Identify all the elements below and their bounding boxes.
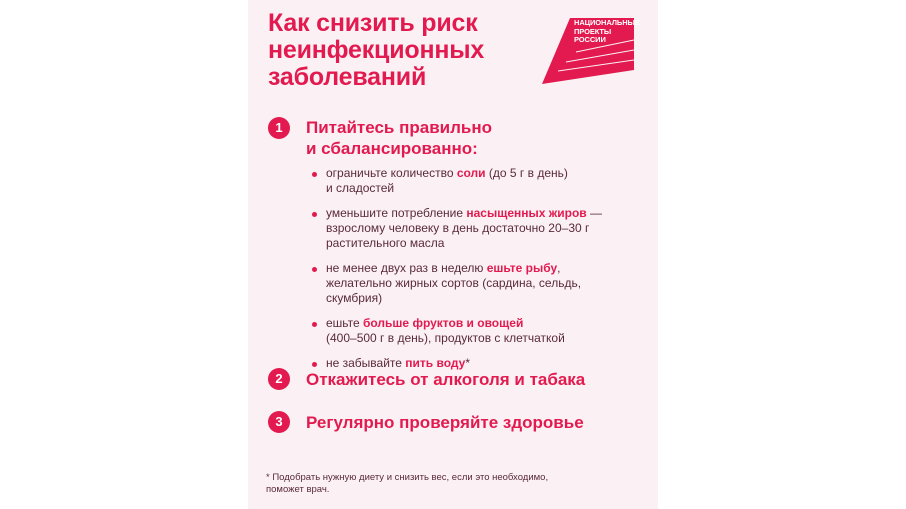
bullet-icon xyxy=(312,212,317,217)
title-line-1: Как снизить риск xyxy=(268,9,478,37)
bullet-icon xyxy=(312,267,317,272)
section-3-number: 3 xyxy=(268,411,290,433)
title-line-2: неинфекционных xyxy=(268,36,485,64)
section-1-heading-line-1: Питайтесь правильно xyxy=(306,118,492,137)
national-projects-logo xyxy=(536,18,640,86)
list-item: ешьте больше фруктов и овощей (400–500 г в день), продуктов с клетчаткой xyxy=(312,316,642,346)
section-2-heading xyxy=(306,369,585,390)
list-item: не менее двух раз в неделю ешьте рыбу, желательно жирных сортов (сардина, сельдь, скумбрия) xyxy=(312,261,642,306)
list-item: не забывайте пить воду* xyxy=(312,356,642,371)
section-1-heading-line-2: и сбалансированно: xyxy=(306,139,478,158)
logo-line-1: НАЦИОНАЛЬНЫЕ xyxy=(574,18,640,27)
footnote-line-2: поможет врач. xyxy=(266,484,330,495)
title-line-3: заболеваний xyxy=(268,63,427,91)
infographic-card xyxy=(248,0,658,509)
section-2-number: 2 xyxy=(268,368,290,390)
nutrition-tips-list xyxy=(312,166,642,381)
footnote-line-1: * Подобрать нужную диету и снизить вес, если это необходимо, xyxy=(266,472,549,483)
logo-line-2: ПРОЕКТЫ xyxy=(574,26,612,36)
bullet-icon xyxy=(312,172,317,177)
bullet-icon xyxy=(312,362,317,367)
logo-line-3: РОССИИ xyxy=(574,35,606,44)
logo-text xyxy=(574,19,640,45)
footnote xyxy=(266,472,548,496)
bullet-icon xyxy=(312,322,317,327)
list-item: уменьшите потребление насыщенных жиров — взрослому человеку в день достаточно 20–30 г растительного масла xyxy=(312,206,642,251)
section-2-heading-line-1: Откажитесь от алкоголя и табака xyxy=(306,370,586,389)
page-title xyxy=(268,10,528,91)
section-3-heading xyxy=(306,412,584,433)
section-1-number: 1 xyxy=(268,117,290,139)
list-item: ограничьте количество соли (до 5 г в день) и сладостей xyxy=(312,166,642,196)
section-1-heading xyxy=(306,117,492,159)
section-3-heading-line-1: Регулярно проверяйте здоровье xyxy=(306,413,584,432)
